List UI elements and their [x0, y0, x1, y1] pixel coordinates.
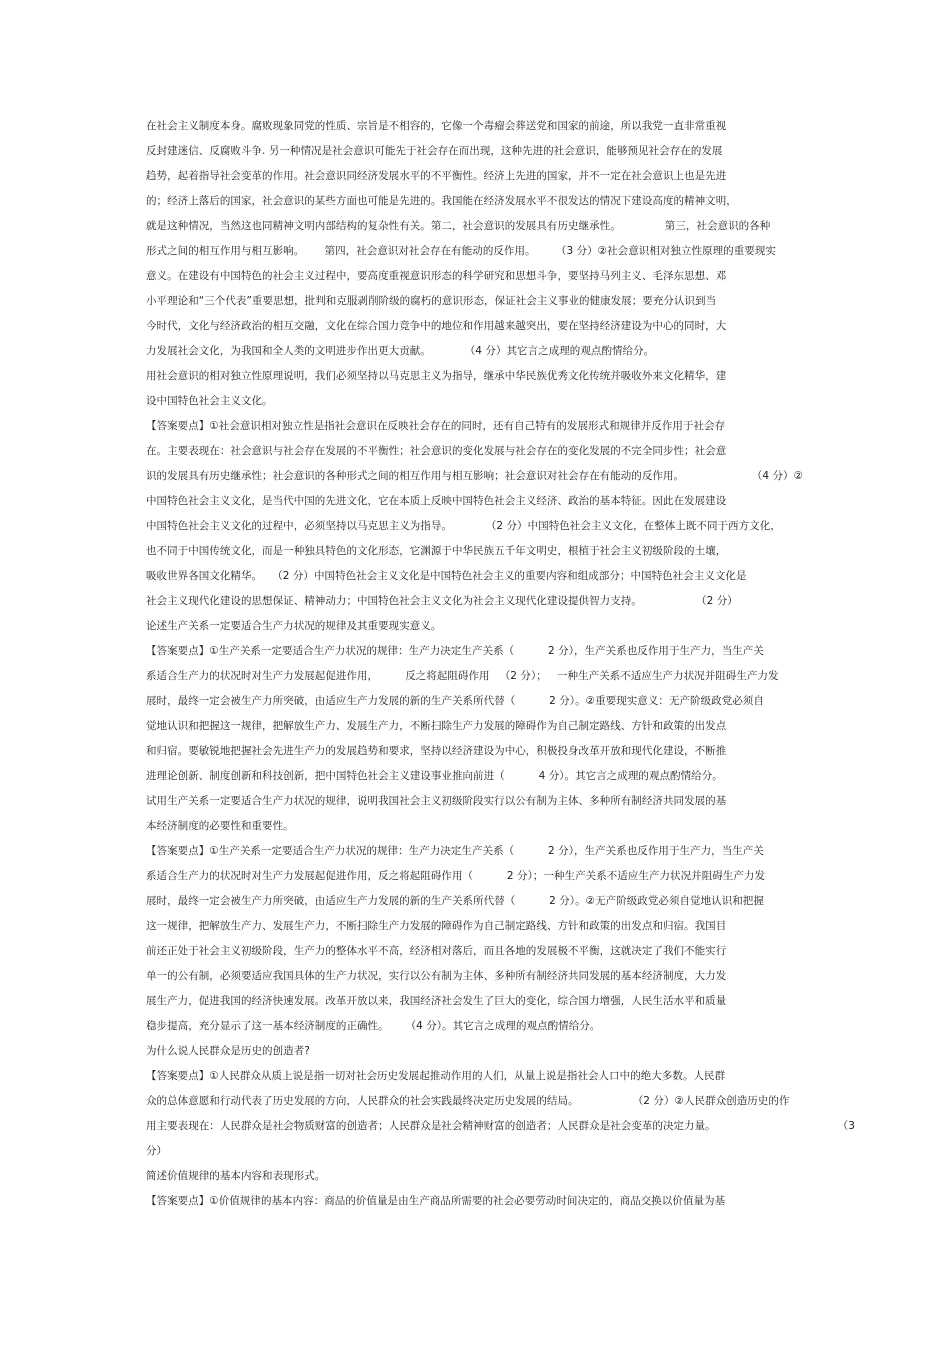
question-line: 用社会意识的相对独立性原理说明，我们必须坚持以马克思主义为指导，继承中华民族优秀文化传统并吸收外来文化精华，建: [146, 370, 727, 382]
text-line: 的；经济上落后的国家，社会意识的某些方面也可能是先进的。我国能在经济发展水平不很发达的情况下建设高度的精神文明，: [146, 195, 737, 207]
text-line: 意义。在建设有中国特色的社会主义过程中，要高度重视意识形态的科学研究和思想斗争，要坚持马列主义、毛泽东思想、邓: [146, 270, 727, 282]
text-line: 今时代，文化与经济政治的相互交融，文化在综合国力竞争中的地位和作用越来越突出，要在坚持经济建设为中心的同时，大: [146, 320, 727, 332]
answer-line: 在。主要表现在：社会意识与社会存在发展的不平衡性；社会意识的变化发展与社会存在的变化发展的不完全同步性；社会意: [146, 445, 727, 457]
answer-line: 展生产力，促进我国的经济快速发展。改革开放以来，我国经济社会发生了巨大的变化，综合国力增强，人民生活水平和质量: [146, 995, 727, 1007]
text-line: 在社会主义制度本身。腐败现象同党的性质、宗旨是不相容的，它像一个毒瘤会葬送党和国家的前途，所以我党一直非常重视: [146, 120, 727, 132]
answer-line: 社会主义现代化建设的思想保证、精神动力；中国特色社会主义文化为社会主义现代化建设提供智力支持。 （2 分）: [146, 595, 738, 607]
answer-line: 中国特色社会主义文化的过程中，必须坚持以马克思主义为指导。 （2 分）中国特色社会主义文化，在整体上既不同于西方文化，: [146, 520, 781, 532]
answer-line: 也不同于中国传统文化，而是一种独具特色的文化形态，它渊源于中华民族五千年文明史，根植于社会主义初级阶段的土壤，: [146, 545, 727, 557]
answer-line: 进理论创新、制度创新和科技创新，把中国特色社会主义建设事业推向前进（ 4 分）。其它言之成理的观点酌情给分。: [146, 770, 723, 782]
answer-line: 【答案要点】①社会意识相对独立性是指社会意识在反映社会存在的同时，还有自己特有的发展形式和规律并反作用于社会存: [146, 420, 726, 432]
answer-line: 用主要表现在：人民群众是社会物质财富的创造者；人民群众是社会精神财富的创造者；人民群众是社会变革的决定力量。 （3: [146, 1120, 855, 1132]
answer-line: 展时，最终一定会被生产力所突破，由适应生产力发展的新的生产关系所代替（ 2 分）。②无产阶级政党必须自觉地认识和把握: [146, 895, 764, 907]
question-line: 论述生产关系一定要适合生产力状况的规律及其重要现实意义。: [146, 620, 442, 632]
answer-line: 稳步提高，充分显示了这一基本经济制度的正确性。 （4 分）。其它言之成理的观点酌情给分。: [146, 1020, 601, 1032]
answer-line: 吸收世界各国文化精华。 （2 分）中国特色社会主义文化是中国特色社会主义的重要内容和组成部分；中国特色社会主义文化是: [146, 570, 747, 582]
text-line: 力发展社会文化，为我国和全人类的文明进步作出更大贡献。 （4 分）其它言之成理的观点酌情给分。: [146, 345, 655, 357]
answer-line: 展时，最终一定会被生产力所突破，由适应生产力发展的新的生产关系所代替（ 2 分）。②重要现实意义：无产阶级政党必须自: [146, 695, 764, 707]
answer-line: 【答案要点】①生产关系一定要适合生产力状况的规律：生产力决定生产关系（ 2 分），生产关系也反作用于生产力，当生产关: [146, 845, 764, 857]
answer-line: 【答案要点】①生产关系一定要适合生产力状况的规律：生产力决定生产关系（ 2 分），生产关系也反作用于生产力，当生产关: [146, 645, 764, 657]
text-line: 就是这种情况，当然这也同精神文明内部结构的复杂性有关。第二，社会意识的发展具有历史继承性。 第三，社会意识的各种: [146, 220, 771, 232]
text-line: 小平理论和“三个代表”重要思想，批判和克服剥削阶级的腐朽的意识形态，保证社会主义事业的健康发展；要充分认识到当: [146, 295, 717, 307]
question-line: 本经济制度的必要性和重要性。: [146, 820, 294, 832]
answer-line: 中国特色社会主义文化，是当代中国的先进文化，它在本质上反映中国特色社会主义经济、政治的基本特征。因此在发展建设: [146, 495, 727, 507]
answer-line: 这一规律，把解放生产力、发展生产力，不断扫除生产力发展的障碍作为自己制定路线、方针和政策的出发点和归宿。我国目: [146, 920, 727, 932]
answer-line: 系适合生产力的状况时对生产力发展起促进作用， 反之将起阻碍作用 （2 分）； 一种生产关系不适应生产力状况并阻碍生产力发: [146, 670, 779, 682]
answer-line: 众的总体意愿和行动代表了历史发展的方向，人民群众的社会实践最终决定历史发展的结局。 （2 分）②人民群众创造历史的作: [146, 1095, 790, 1107]
answer-line: 识的发展具有历史继承性；社会意识的各种形式之间的相互作用与相互影响；社会意识对社会存在有能动的反作用。 （4 分）②: [146, 470, 804, 482]
question-line: 试用生产关系一定要适合生产力状况的规律，说明我国社会主义初级阶段实行以公有制为主体、多种所有制经济共同发展的基: [146, 795, 727, 807]
answer-line: 系适合生产力的状况时对生产力发展起促进作用，反之将起阻碍作用（ 2 分）；一种生产关系不适应生产力状况并阻碍生产力发: [146, 870, 765, 882]
question-line: 为什么说人民群众是历史的创造者?: [146, 1045, 310, 1057]
answer-line: 【答案要点】①价值规律的基本内容：商品的价值量是由生产商品所需要的社会必要劳动时间决定的，商品交换以价值量为基: [146, 1195, 726, 1207]
answer-line: 分）: [146, 1145, 168, 1157]
answer-line: 和归宿。要敏锐地把握社会先进生产力的发展趋势和要求，坚持以经济建设为中心，积极投身改革开放和现代化建设，不断推: [146, 745, 727, 757]
question-line: 设中国特色社会主义文化。: [146, 395, 273, 407]
text-line: 反封建迷信、反腐败斗争. 另一种情况是社会意识可能先于社会存在而出现，这种先进的社会意识，能够预见社会存在的发展: [146, 145, 723, 157]
question-line: 简述价值规律的基本内容和表现形式。: [146, 1170, 326, 1182]
answer-line: 觉地认识和把握这一规律，把解放生产力、发展生产力，不断扫除生产力发展的障碍作为自己制定路线、方针和政策的出发点: [146, 720, 727, 732]
answer-line: 前还正处于社会主义初级阶段，生产力的整体水平不高，经济相对落后，而且各地的发展极不平衡，这就决定了我们不能实行: [146, 945, 727, 957]
text-line: 形式之间的相互作用与相互影响。 第四，社会意识对社会存在有能动的反作用。 （3 分）②社会意识相对独立性原理的重要现实: [146, 245, 776, 257]
text-line: 趋势，起着指导社会变革的作用。社会意识同经济发展水平的不平衡性。经济上先进的国家，并不一定在社会意识上也是先进: [146, 170, 727, 182]
answer-line: 单一的公有制，必须要适应我国具体的生产力状况，实行以公有制为主体、多种所有制经济共同发展的基本经济制度，大力发: [146, 970, 727, 982]
answer-line: 【答案要点】①人民群众从质上说是指一切对社会历史发展起推动作用的人们，从量上说是指社会人口中的绝大多数。人民群: [146, 1070, 726, 1082]
